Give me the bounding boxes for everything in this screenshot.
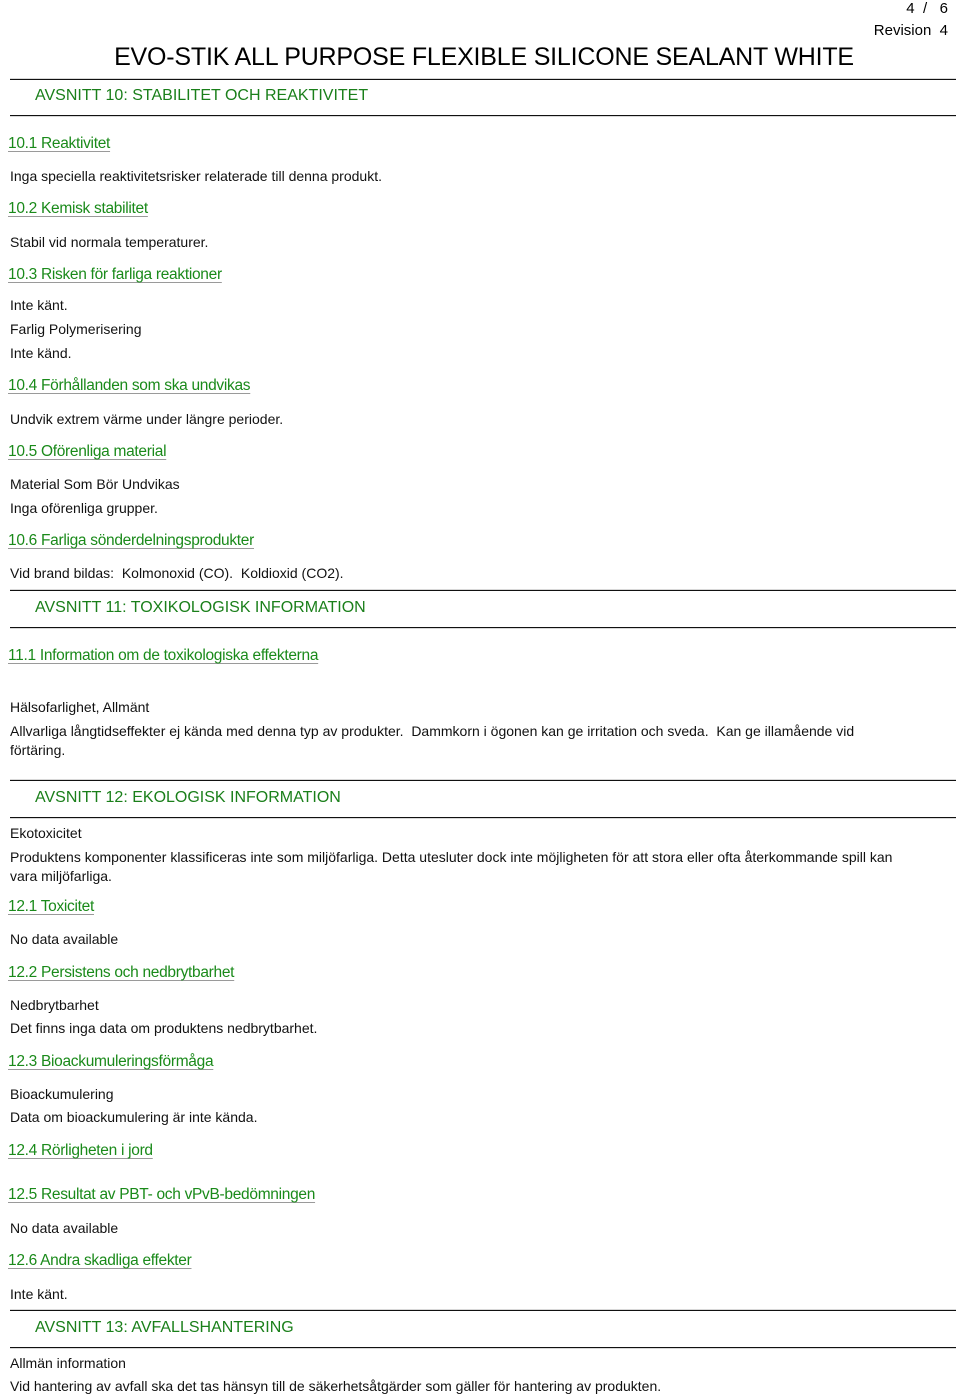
text-10-2: Stabil vid normala temperaturer. <box>10 234 209 250</box>
text-13-1a: Allmän information <box>10 1355 126 1371</box>
subsection-12-6: 12.6 Andra skadliga effekter <box>8 1252 192 1269</box>
text-12-0b: Produktens komponenter klassificeras inte som miljöfarliga. Detta utesluter dock inte möjligheten för att stora eller ofta återkommande spill kan vara miljöfarliga. <box>10 849 893 884</box>
subsection-10-4: 10.4 Förhållanden som ska undvikas <box>8 377 251 394</box>
subsection-12-1: 12.1 Toxicitet <box>8 898 94 915</box>
section-10-title: AVSNITT 10: STABILITET OCH REAKTIVITET <box>35 87 369 104</box>
text-10-3a: Inte känt. <box>10 297 68 313</box>
page-separator: / <box>922 0 928 17</box>
text-12-2b: Det finns inga data om produktens nedbrytbarhet. <box>10 1020 318 1036</box>
page-total: 6 <box>939 0 948 17</box>
subsection-10-1: 10.1 Reaktivitet <box>8 135 111 152</box>
subsection-12-5: 12.5 Resultat av PBT- och vPvB-bedömningen <box>8 1186 316 1203</box>
text-12-1: No data available <box>10 931 119 947</box>
text-11-1a: Hälsofarlighet, Allmänt <box>10 699 150 715</box>
section-10-header <box>10 79 956 116</box>
subsection-10-5: 10.5 Oförenliga material <box>8 443 167 460</box>
page-number <box>906 0 948 17</box>
text-12-6: Inte känt. <box>10 1286 68 1302</box>
revision <box>874 22 948 39</box>
revision-number: 4 <box>939 22 948 39</box>
subsection-11-1: 11.1 Information om de toxikologiska effekterna <box>8 647 319 664</box>
text-12-3b: Data om bioackumulering är inte kända. <box>10 1109 258 1125</box>
section-12-title: AVSNITT 12: EKOLOGISK INFORMATION <box>35 789 341 806</box>
section-12-header <box>10 780 956 818</box>
subsection-12-2: 12.2 Persistens och nedbrytbarhet <box>8 964 235 981</box>
section-11-title: AVSNITT 11: TOXIKOLOGISK INFORMATION <box>35 599 366 616</box>
subsection-10-6: 10.6 Farliga sönderdelningsprodukter <box>8 532 254 549</box>
document-title: EVO-STIK ALL PURPOSE FLEXIBLE SILICONE SEALANT WHITE <box>114 43 854 71</box>
page-current: 4 <box>906 0 915 17</box>
revision-label: Revision <box>873 22 932 39</box>
text-13-1b: Vid hantering av avfall ska det tas hänsyn till de säkerhetsåtgärder som gäller för hantering av produkten. <box>10 1378 662 1394</box>
text-12-2a: Nedbrytbarhet <box>10 997 99 1013</box>
text-10-1: Inga speciella reaktivitetsrisker relaterade till denna produkt. <box>10 168 382 184</box>
text-12-5: No data available <box>10 1220 119 1236</box>
text-10-6: Vid brand bildas: Kolmonoxid (CO). Koldioxid (CO2). <box>10 565 344 581</box>
subsection-10-2: 10.2 Kemisk stabilitet <box>8 200 148 217</box>
subsection-10-3: 10.3 Risken för farliga reaktioner <box>8 266 222 283</box>
section-13-header <box>10 1310 956 1348</box>
text-12-3a: Bioackumulering <box>10 1086 114 1102</box>
text-11-1b: Allvarliga långtidseffekter ej kända med denna typ av produkter. Dammkorn i ögonen kan ge irritation och sveda. Kan ge illamående vid förtäring. <box>10 723 859 758</box>
text-10-5a: Material Som Bör Undvikas <box>10 476 180 492</box>
text-10-4: Undvik extrem värme under längre perioder. <box>10 411 284 427</box>
text-10-3c: Inte känd. <box>10 345 72 361</box>
text-10-3b: Farlig Polymerisering <box>10 321 142 337</box>
section-11-header <box>10 590 956 628</box>
text-10-5b: Inga oförenliga grupper. <box>10 500 158 516</box>
subsection-12-4: 12.4 Rörligheten i jord <box>8 1142 153 1159</box>
section-13-title: AVSNITT 13: AVFALLSHANTERING <box>35 1319 294 1336</box>
subsection-12-3: 12.3 Bioackumuleringsförmåga <box>8 1053 214 1070</box>
text-12-0a: Ekotoxicitet <box>10 825 82 841</box>
